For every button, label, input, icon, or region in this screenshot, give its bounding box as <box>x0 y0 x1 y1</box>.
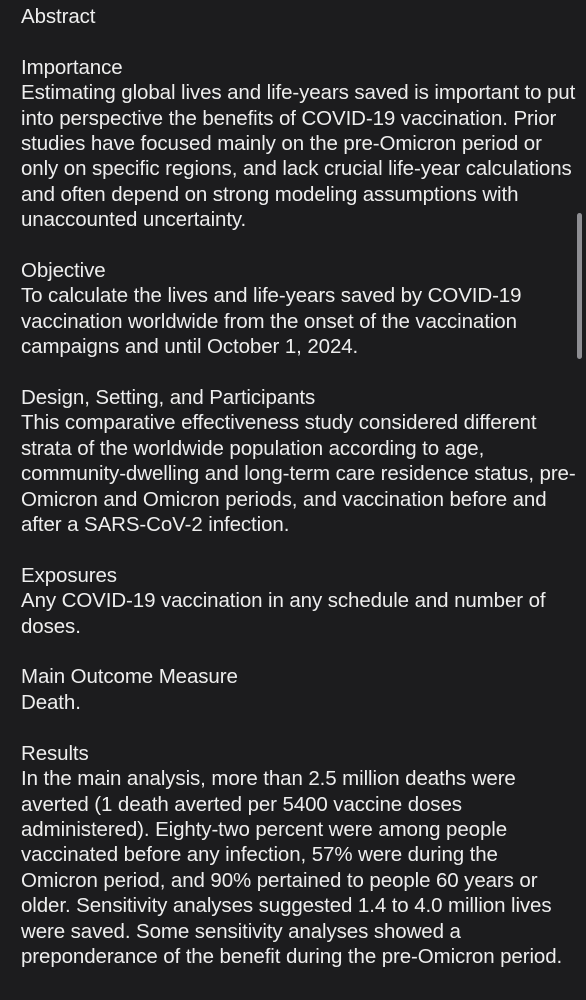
section-exposures <box>21 563 577 639</box>
abstract-text <box>21 4 577 995</box>
section-text-outcome: Death. <box>21 690 81 714</box>
section-objective <box>21 258 577 360</box>
section-text-objective: To calculate the lives and life-years saved by COVID-19 vaccination worldwide from the onset of the vaccination campaigns and until October 1, 2024. <box>21 284 522 359</box>
section-importance <box>21 55 577 233</box>
section-heading-objective: Objective <box>21 259 106 283</box>
vertical-scrollbar[interactable] <box>577 213 582 359</box>
abstract-title: Abstract <box>21 5 96 28</box>
section-heading-exposures: Exposures <box>21 563 117 587</box>
section-heading-importance: Importance <box>21 55 123 79</box>
section-outcome <box>21 664 577 715</box>
section-text-results: In the main analysis, more than 2.5 million deaths were averted (1 death averted per 5400 vaccine doses administered). Eighty-two percent were among people vaccinated before any infection, 57% were during the Omicron period, and 90% pertained to people 60 years or older. Sensitivity analyses suggested 1.4 to 4.0 million lives were saved. Some sensitivity analyses showed a preponderance of the benefit during the pre-Omicron period. <box>21 767 563 968</box>
section-heading-design: Design, Setting, and Participants <box>21 386 316 410</box>
section-design <box>21 385 577 537</box>
section-text-design: This comparative effectiveness study considered different strata of the worldwide population according to age, community-dwelling and long-term care residence status, pre-Omicron and Omicron periods, and vaccination before and after a SARS-CoV-2 infection. <box>21 411 576 537</box>
abstract-header <box>21 4 577 29</box>
section-text-importance: Estimating global lives and life-years saved is important to put into perspective the benefits of COVID-19 vaccination. Prior studies have focused mainly on the pre-Omicron period or only on specific regions, and lack crucial life-year calculations and often depend on strong modeling assumptions with unaccounted uncertainty. <box>21 81 576 232</box>
section-text-exposures: Any COVID-19 vaccination in any schedule and number of doses. <box>21 589 546 638</box>
section-results <box>21 741 577 970</box>
section-heading-outcome: Main Outcome Measure <box>21 665 238 689</box>
section-heading-results: Results <box>21 741 89 765</box>
